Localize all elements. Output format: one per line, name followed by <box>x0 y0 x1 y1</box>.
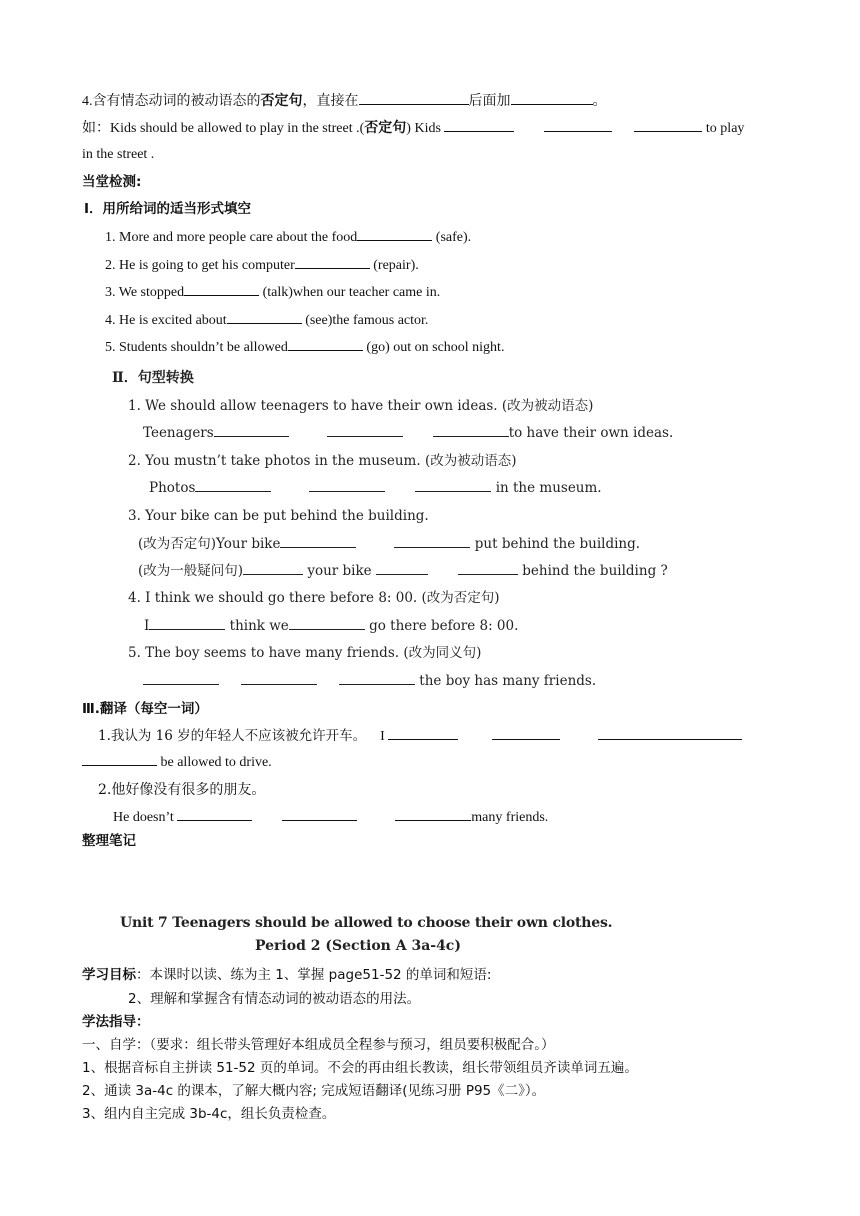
answer-blank[interactable] <box>511 92 593 105</box>
section-1-title: Ⅰ．用所给词的适当形式填空 <box>84 201 252 217</box>
answer-blank[interactable] <box>433 424 509 437</box>
guide-line: 1、根据音标自主拼读 51-52 页的单词。不会的再由组长教读，组长带领组员齐读单词五遍。 <box>82 1060 638 1076</box>
example-line <box>82 119 744 138</box>
answer-blank[interactable] <box>241 672 317 685</box>
fill-item-hint: (go) out on school night. <box>366 340 505 355</box>
rule-4-mid: ，直接在 <box>302 94 359 109</box>
answer-blank[interactable] <box>327 424 403 437</box>
answer-mid: think we <box>229 618 289 634</box>
fill-item-text: 1. More and more people care about the food <box>105 230 358 245</box>
objectives-text: ：本课时以读、练为主 1、掌握 page51-52 的单词和短语: <box>136 967 492 983</box>
fill-item-text: 4. He is excited about <box>105 313 227 328</box>
answer-tail: many friends. <box>471 810 549 825</box>
rule-4-bold: 否定句 <box>260 94 303 109</box>
answer-blank[interactable] <box>388 727 458 740</box>
period-title: Period 2 (Section A 3a-4c) <box>255 938 461 954</box>
answer-blank[interactable] <box>282 808 357 821</box>
fill-item-text: 2. He is going to get his computer <box>105 258 295 273</box>
guide-line: 3、组内自主完成 3b-4c，组长负责检查。 <box>82 1106 336 1122</box>
answer-blank[interactable] <box>143 672 219 685</box>
section-3-title: Ⅲ.翻译（每空一词） <box>82 701 208 717</box>
fill-item-hint: (repair). <box>373 258 419 273</box>
answer-blank[interactable] <box>289 617 365 630</box>
answer-tail: put behind the building. <box>474 536 641 552</box>
example-line-2: in the street . <box>82 147 155 162</box>
guide-line: 2、通读 3a-4c 的课本，了解大概内容; 完成短语翻译(见练习册 P95《二》）。 <box>82 1083 546 1099</box>
answer-blank[interactable] <box>82 753 157 766</box>
objectives-line <box>82 966 491 984</box>
answer-blank[interactable] <box>395 808 471 821</box>
fill-item-hint: (safe). <box>435 230 472 245</box>
answer-tail: to have their own ideas. <box>508 425 674 441</box>
transform-a3b <box>138 562 668 580</box>
transform-a2 <box>149 479 602 497</box>
transform-q3: 3. Your bike can be put behind the building. <box>128 508 429 524</box>
answer-blank[interactable] <box>339 672 415 685</box>
translate-q2: 2.他好像没有很多的朋友。 <box>98 782 266 798</box>
objectives-label: 学习目标 <box>82 967 136 983</box>
answer-blank[interactable] <box>492 727 560 740</box>
fill-item-hint: (see)the famous actor. <box>305 313 429 328</box>
answer-blank[interactable] <box>195 479 271 492</box>
transform-a1 <box>143 424 673 442</box>
translate-q1-text: 1.我认为 16 岁的年轻人不应该被允许开车。 <box>98 728 367 744</box>
answer-blank[interactable] <box>295 256 370 269</box>
answer-blank[interactable] <box>309 479 385 492</box>
answer-tail: in the museum. <box>495 480 602 496</box>
transform-q1: 1. We should allow teenagers to have their own ideas. (改为被动语态) <box>128 398 594 414</box>
fill-item-1 <box>105 228 471 247</box>
transform-q4: 4. I think we should go there before 8: 00. (改为否定句) <box>128 590 500 606</box>
answer-blank[interactable] <box>243 562 303 575</box>
rule-4-mid2: 后面加 <box>468 94 511 109</box>
answer-blank[interactable] <box>357 228 432 241</box>
example-tail: to play <box>705 121 745 136</box>
answer-tail: behind the building ? <box>522 563 668 579</box>
answer-blank[interactable] <box>376 562 428 575</box>
answer-blank[interactable] <box>177 808 252 821</box>
answer-blank[interactable] <box>149 617 225 630</box>
answer-blank[interactable] <box>394 535 470 548</box>
answer-lead: Photos <box>149 480 196 496</box>
section-2-title: Ⅱ．句型转换 <box>112 370 194 386</box>
translate-q1 <box>98 727 742 746</box>
answer-blank[interactable] <box>214 424 289 437</box>
transform-q5: 5. The boy seems to have many friends. (改为同义句) <box>128 645 482 661</box>
answer-blank[interactable] <box>288 338 363 351</box>
answer-tail: be allowed to drive. <box>160 755 272 770</box>
answer-blank[interactable] <box>184 283 259 296</box>
fill-item-4 <box>105 311 428 330</box>
answer-lead: He doesn’t <box>113 810 174 825</box>
answer-lead: Teenagers <box>143 425 214 441</box>
example-prefix: 如：Kids should be allowed to play in the street .( <box>82 121 365 136</box>
unit-title: Unit 7 Teenagers should be allowed to choose their own clothes. <box>120 915 613 931</box>
rule-4-prefix: 4.含有情态动词的被动语态的 <box>82 94 261 109</box>
answer-blank[interactable] <box>444 119 514 132</box>
translate-a2 <box>113 808 548 827</box>
fill-item-hint: (talk)when our teacher came in. <box>262 285 441 300</box>
translate-q1-line2 <box>82 753 272 772</box>
guide-title: 学法指导： <box>82 1014 150 1030</box>
fill-item-5 <box>105 338 504 357</box>
fill-item-text: 3. We stopped <box>105 285 185 300</box>
rule-4-end: 。 <box>592 94 607 109</box>
answer-lead: (改为一般疑问句) <box>138 563 244 579</box>
example-after: ) Kids <box>406 121 441 136</box>
transform-a3a <box>138 535 640 553</box>
answer-blank[interactable] <box>544 119 612 132</box>
answer-blank[interactable] <box>359 92 469 105</box>
answer-blank[interactable] <box>598 727 742 740</box>
fill-item-2 <box>105 256 419 275</box>
transform-a5 <box>143 672 596 690</box>
answer-tail: the boy has many friends. <box>419 673 597 689</box>
answer-tail: go there before 8: 00. <box>369 618 519 634</box>
rule-4-line <box>82 92 607 111</box>
transform-q2: 2. You mustn’t take photos in the museum. (改为被动语态) <box>128 453 517 469</box>
transform-a4 <box>144 617 518 635</box>
fill-item-3 <box>105 283 440 302</box>
example-bold: 否定句 <box>364 121 407 136</box>
fill-item-text: 5. Students shouldn’t be allowed <box>105 340 288 355</box>
answer-blank[interactable] <box>280 535 356 548</box>
answer-lead: I <box>144 618 150 634</box>
answer-blank[interactable] <box>415 479 491 492</box>
objectives-line-2: 2、理解和掌握含有情态动词的被动语态的用法。 <box>128 991 421 1007</box>
answer-mid: your bike <box>307 563 372 579</box>
answer-blank[interactable] <box>634 119 702 132</box>
answer-blank[interactable] <box>458 562 518 575</box>
answer-blank[interactable] <box>227 311 302 324</box>
notes-title: 整理笔记 <box>82 833 136 849</box>
answer-lead: (改为否定句)Your bike <box>138 536 281 552</box>
answer-lead: I <box>380 729 385 744</box>
check-title: 当堂检测: <box>82 174 142 190</box>
guide-line: 一、自学：（要求：组长带头管理好本组成员全程参与预习，组员要积极配合。） <box>82 1037 555 1053</box>
